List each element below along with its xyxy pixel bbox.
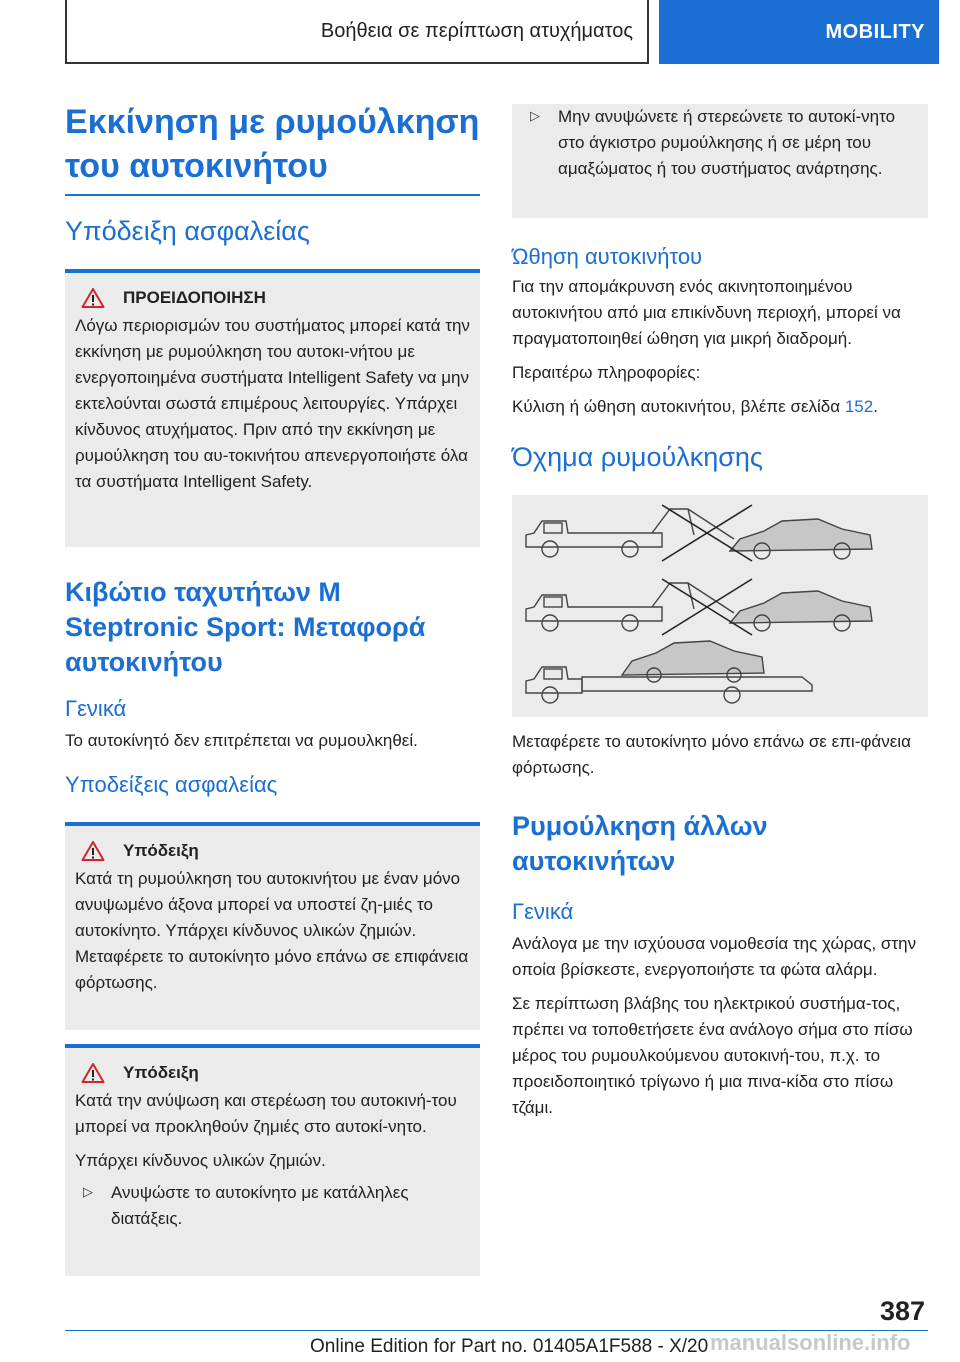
truck-2-wheel-front — [542, 615, 558, 631]
continued-bullet-text: Μην ανυψώνετε ή στερεώνετε το αυτοκί-νητο στο άγκιστρο ρυμούλκησης ή σε μέρη του αμαξώματος ή του συστήματος ανάρτησης. — [558, 107, 896, 178]
truck-3-wheel-rear — [724, 687, 740, 703]
general-heading-right: Γενικά — [512, 899, 574, 924]
triangle-bullet-icon: ▷ — [83, 1184, 93, 1199]
truck-2-body — [526, 595, 662, 621]
truck-2-boom — [652, 583, 694, 609]
roll-text-period: . — [873, 397, 878, 416]
watermark: manualsonline.info — [710, 1330, 911, 1355]
car-3-body — [622, 641, 764, 675]
triangle-bullet-icon: ▷ — [530, 108, 540, 123]
warning-text: Λόγω περιορισμών του συστήματος μπορεί κατά την εκκίνηση με ρυμούλκηση του αυτοκι-νήτου με ενεργοποιημένα συστήματα Intelligent Safety να μην εκτελούνται σωστά επιμέρους λειτουργίες. Υπάρχει κίνδυνος ατυχήματος. Πριν από την εκκίνηση με ρυμούλκηση του αυ-τοκινήτου απενεργοποιήστε όλα τα συστήματα Intelligent Safety. — [75, 316, 470, 491]
roll-text-body: Κύλιση ή ώθηση αυτοκινήτου, βλέπε σελίδα — [512, 397, 845, 416]
page-number: 387 — [880, 1296, 926, 1326]
notice-2-text: Κατά την ανύψωση και στερέωση του αυτοκινή-του μπορεί να προκληθούν ζημιές στο αυτοκί-νητο. — [75, 1091, 457, 1136]
more-info-text: Περαιτέρω πληροφορίες: — [512, 363, 701, 382]
page-link-152[interactable]: 152 — [844, 397, 874, 416]
steptronic-heading: Κιβώτιο ταχυτήτων M Steptronic Sport: Μεταφορά αυτοκινήτου — [65, 577, 426, 677]
warning-header — [75, 287, 470, 309]
warning-triangle-icon — [81, 840, 105, 862]
flatbed-platform — [582, 677, 812, 691]
notice-1-header — [75, 840, 470, 862]
header-section-box — [65, 0, 649, 64]
push-text: Για την απομάκρυνση ενός ακινητοποιημένου αυτοκινήτου από μια επικίνδυνη περιοχή, μπορεί να πραγματοποιηθεί ώθηση για μικρή διαδρομή. — [512, 277, 901, 348]
truck-1-boom — [652, 509, 694, 535]
illustration-caption: Μεταφέρετε το αυτοκίνητο μόνο επάνω σε επι-φάνεια φόρτωσης. — [512, 732, 911, 777]
car-1-body — [730, 519, 872, 551]
notice-2-bullet — [75, 1180, 470, 1232]
truck-1-wheel-rear — [622, 541, 638, 557]
general-text-left: Το αυτοκίνητό δεν επιτρέπεται να ρυμουλκηθεί. — [65, 731, 418, 750]
general-text-right-2: Σε περίπτωση βλάβης του ηλεκτρικού συστήμα-τος, πρέπει να τοποθετήσετε ένα ανάλογο σήμα στο πίσω μέρος του ρυμουλκούμενου αυτοκινή-του, π.χ. το προειδοποιητικό τρίγωνο ή μια πινα-κίδα στο πίσω τζάμι. — [512, 994, 913, 1117]
footer-edition: Online Edition for Part no. 01405A1F588 - X/20 — [310, 1336, 709, 1357]
general-text-right-1: Ανάλογα με την ισχύουσα νομοθεσία της χώρας, στην οποία βρίσκεστε, ενεργοποιήστε τα φώτα αλάρμ. — [512, 934, 917, 979]
warning-box — [65, 269, 480, 547]
notice-2-bullet-text: Ανυψώστε το αυτοκίνητο με κατάλληλες διατάξεις. — [111, 1183, 409, 1228]
title-rule — [65, 194, 480, 196]
truck-1-window — [544, 523, 562, 533]
header-section-title: Βοήθεια σε περίπτωση ατυχήματος — [320, 19, 633, 42]
truck-2-wheel-rear — [622, 615, 638, 631]
push-heading: Ώθηση αυτοκινήτου — [512, 244, 703, 269]
warning-label: ΠΡΟΕΙΔΟΠΟΙΗΣΗ — [123, 288, 266, 307]
truck-1-body — [526, 521, 662, 547]
truck-1-wheel-front — [542, 541, 558, 557]
car-2-body — [730, 591, 872, 623]
notice-1-text: Κατά τη ρυμούλκηση του αυτοκινήτου με έναν μόνο ανυψωμένο άξονα μπορεί να υποστεί ζη-μιές το αυτοκίνητο. Υπάρχει κίνδυνος υλικών ζημιών. Μεταφέρετε το αυτοκίνητο μόνο επάνω σε επιφάνεια φόρτωσης. — [75, 869, 469, 992]
tow-trucks-illustration — [512, 495, 928, 717]
truck-2-window — [544, 597, 562, 607]
notice-box-2 — [65, 1044, 480, 1276]
continued-bullet — [522, 104, 914, 182]
safety-notes-heading: Υποδείξεις ασφαλείας — [65, 772, 278, 797]
warning-triangle-icon — [81, 287, 105, 309]
truck-3-cab — [526, 667, 582, 693]
truck-3-wheel-front — [542, 687, 558, 703]
general-heading-left: Γενικά — [65, 696, 127, 721]
notice-1-label: Υπόδειξη — [123, 841, 199, 860]
tow-others-heading: Ρυμούλκηση άλλων αυτοκινήτων — [512, 811, 768, 876]
left-column — [65, 100, 480, 1276]
header-tab[interactable] — [659, 0, 939, 64]
notice-box-1 — [65, 822, 480, 1030]
right-column — [512, 104, 928, 1121]
notice-2-label: Υπόδειξη — [123, 1063, 199, 1082]
warning-triangle-icon — [81, 1062, 105, 1084]
notice-2-text-2: Υπάρχει κίνδυνος υλικών ζημιών. — [75, 1151, 326, 1170]
truck-3-window — [544, 669, 562, 679]
roll-text — [512, 394, 928, 420]
truck-2-cable — [688, 583, 734, 613]
page-title: Εκκίνηση με ρυμούλκηση του αυτοκινήτου — [65, 103, 480, 185]
notice-2-continued-box — [512, 104, 928, 218]
safety-heading: Υπόδειξη ασφαλείας — [65, 216, 310, 246]
notice-2-header — [75, 1062, 470, 1084]
truck-1-cable — [688, 509, 734, 539]
tow-illustration — [512, 495, 928, 717]
tow-vehicle-heading: Όχημα ρυμούλκησης — [512, 442, 763, 472]
header-tab-label: MOBILITY — [825, 20, 925, 43]
